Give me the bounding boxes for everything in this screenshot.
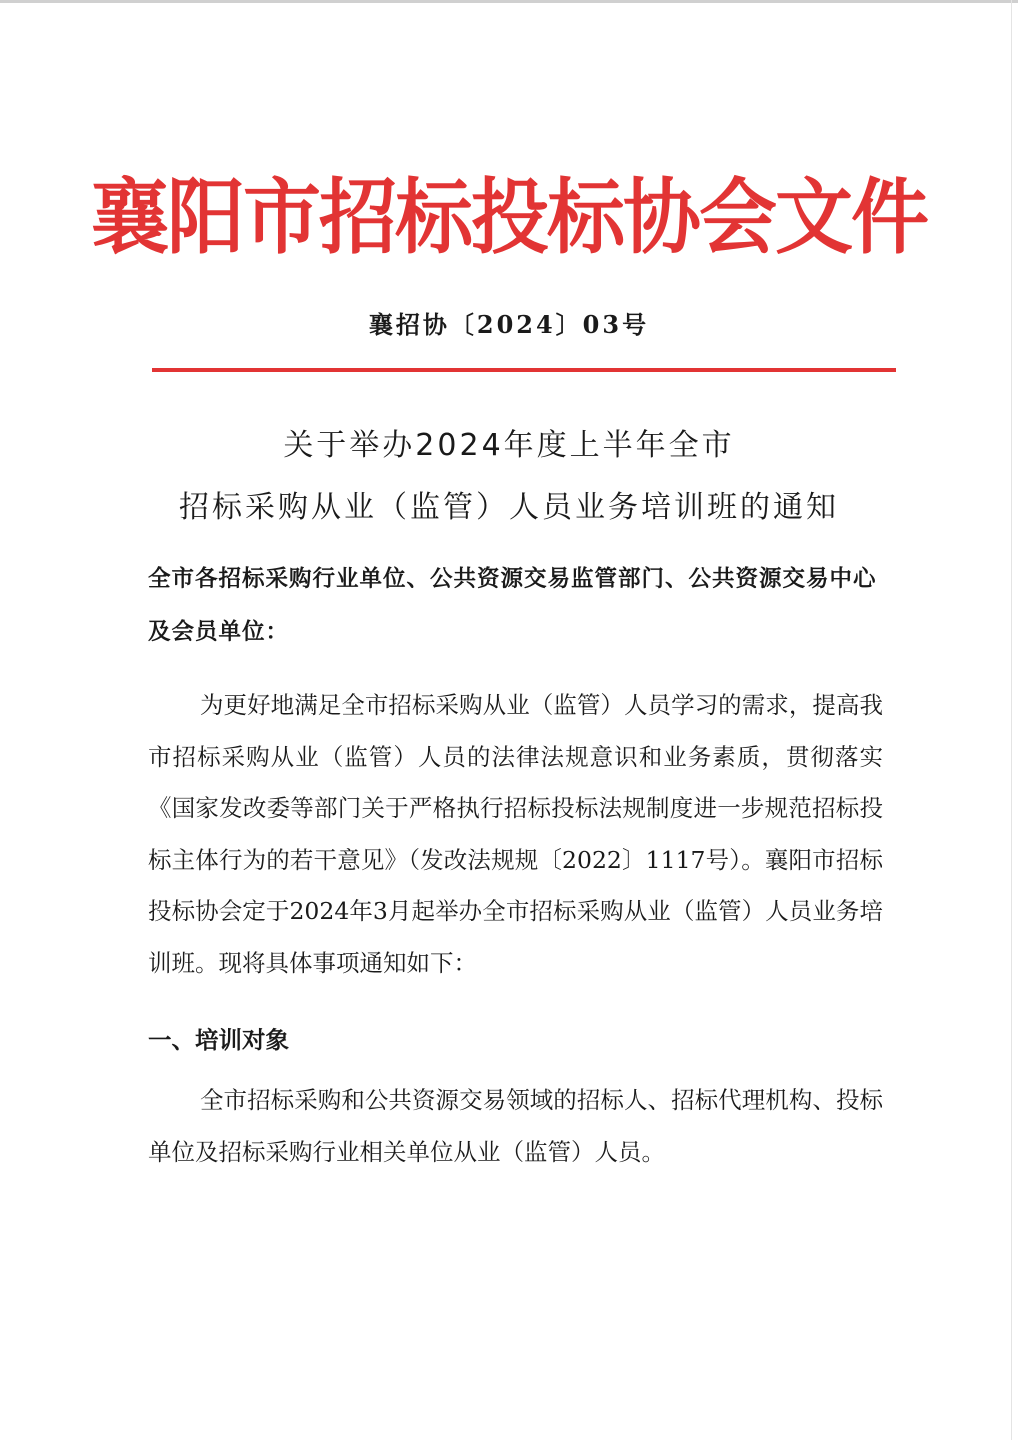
document-masthead: 襄阳市招标投标协会文件 bbox=[90, 170, 927, 266]
red-divider-line bbox=[152, 368, 896, 372]
section-1-text: 全市招标采购和公共资源交易领域的招标人、招标代理机构、投标单位及招标采购行业相关单位从业（监管）人员。 bbox=[148, 1086, 883, 1166]
addressee: 全市各招标采购行业单位、公共资源交易监管部门、公共资源交易中心及会员单位： bbox=[148, 566, 877, 645]
notice-title-line-1: 关于举办2024年度上半年全市 bbox=[283, 428, 735, 463]
page-top-edge bbox=[0, 0, 1018, 3]
document-number: 襄招协〔2024〕03号 bbox=[368, 310, 650, 339]
section-1-heading: 一、培训对象 bbox=[148, 1026, 289, 1054]
notice-title bbox=[0, 415, 1018, 539]
notice-title-line-2: 招标采购从业（监管）人员业务培训班的通知 bbox=[179, 490, 839, 525]
body-paragraph-1: 为更好地满足全市招标采购从业（监管）人员学习的需求，提高我市招标采购从业（监管）人员的法律法规意识和业务素质，贯彻落实《国家发改委等部门关于严格执行招标投标法规制度进一步规范招标投标主体行为的若干意见》（发改法规规〔2022〕1117号）。襄阳市招标投标协会定于2024年3月起举办全市招标采购从业（监管）人员业务培训班。现将具体事项通知如下： bbox=[148, 691, 883, 977]
